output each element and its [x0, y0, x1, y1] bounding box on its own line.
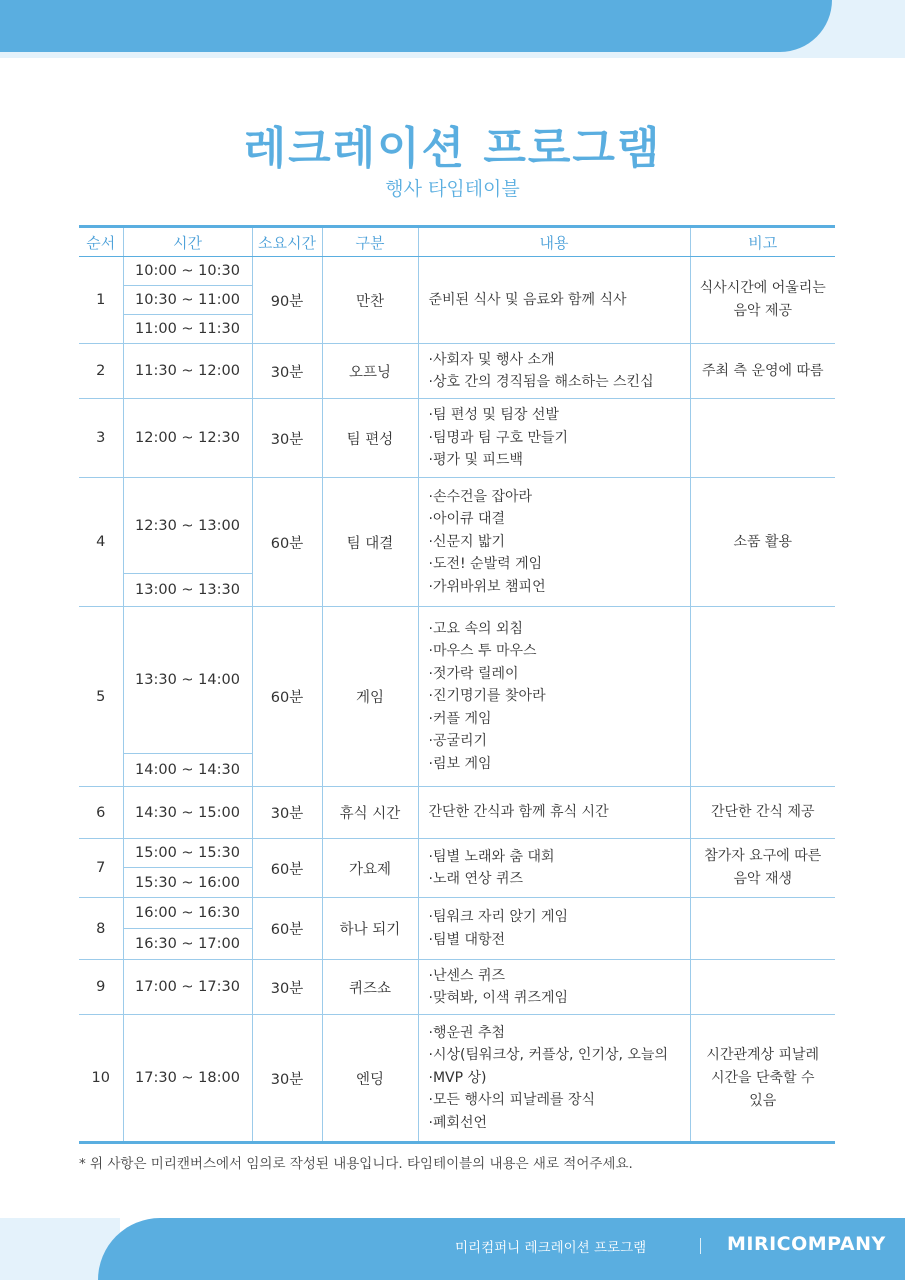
- table-row: [79, 607, 835, 754]
- cell-time: 10:30 ~ 11:00: [123, 286, 252, 315]
- note-line: 시간관계상 피날레: [706, 1046, 820, 1063]
- content-line: 준비된 식사 및 음료와 함께 식사: [428, 291, 627, 308]
- content-line: ·모든 행사의 피날레를 장식: [428, 1092, 596, 1109]
- content-line: ·도전! 순발력 게임: [428, 556, 543, 573]
- cell-time: 11:30 ~ 12:00: [123, 344, 252, 399]
- timetable: [79, 225, 835, 1144]
- cell-order: 5: [79, 607, 123, 787]
- cell-time: 13:30 ~ 14:00: [123, 607, 252, 754]
- cell-category: 하나 되기: [322, 898, 418, 960]
- cell-note: [690, 898, 835, 960]
- header-category: 구분: [322, 227, 418, 257]
- cell-content: [418, 344, 690, 399]
- content-line: ·팀명과 팀 구호 만들기: [428, 429, 569, 446]
- note-line: 참가자 요구에 따른: [704, 848, 822, 864]
- cell-note: [690, 839, 835, 898]
- timetable-body: [79, 257, 835, 1143]
- content-line: ·노래 연상 퀴즈: [428, 871, 523, 887]
- cell-time: 17:30 ~ 18:00: [123, 1015, 252, 1143]
- content-line: ·마우스 투 마우스: [428, 643, 537, 660]
- cell-order: 8: [79, 898, 123, 960]
- note-line: 식사시간에 어울리는: [699, 280, 826, 296]
- content-line: ·팀별 대항전: [428, 931, 506, 948]
- cell-note: [690, 607, 835, 787]
- cell-content: [418, 787, 690, 839]
- cell-order: 1: [79, 257, 123, 344]
- cell-content: [418, 960, 690, 1015]
- content-line: ·난센스 퀴즈: [428, 967, 506, 984]
- cell-content: [418, 1015, 690, 1143]
- cell-time: 11:00 ~ 11:30: [123, 315, 252, 344]
- header-duration: 소요시간: [252, 227, 322, 257]
- content-line: ·신문지 밟기: [428, 533, 506, 550]
- top-decorative-bar: [0, 0, 832, 52]
- table-row: [79, 257, 835, 286]
- cell-order: 2: [79, 344, 123, 399]
- cell-duration: 30분: [252, 399, 322, 478]
- timetable-header-row: [79, 227, 835, 257]
- cell-time: 12:00 ~ 12:30: [123, 399, 252, 478]
- cell-time: 16:00 ~ 16:30: [123, 898, 252, 929]
- cell-content: [418, 478, 690, 607]
- table-row: [79, 399, 835, 478]
- cell-time: 17:00 ~ 17:30: [123, 960, 252, 1015]
- cell-duration: 60분: [252, 607, 322, 787]
- cell-time: 12:30 ~ 13:00: [123, 478, 252, 574]
- content-line: 간단한 간식과 함께 휴식 시간: [428, 804, 609, 821]
- content-line: ·맞혀봐, 이색 퀴즈게임: [428, 990, 569, 1006]
- cell-category: 만찬: [322, 257, 418, 344]
- note-line: 음악 제공: [733, 303, 793, 319]
- cell-duration: 60분: [252, 478, 322, 607]
- table-row: [79, 1015, 835, 1143]
- note-line: 음악 재생: [733, 871, 793, 887]
- cell-category: 오프닝: [322, 344, 418, 399]
- content-line: ·커플 게임: [428, 710, 492, 727]
- cell-order: 3: [79, 399, 123, 478]
- note-line: 시간을 단축할 수: [710, 1069, 815, 1086]
- content-line: ·아이큐 대결: [428, 511, 506, 528]
- content-line: ·팀워크 자리 앉기 게임: [428, 909, 569, 925]
- content-line: ·상호 간의 경직됨을 해소하는 스킨십: [428, 374, 654, 390]
- content-line: ·사회자 및 행사 소개: [428, 351, 555, 368]
- note-line: 있음: [749, 1092, 777, 1109]
- cell-order: 7: [79, 839, 123, 898]
- cell-time: 10:00 ~ 10:30: [123, 257, 252, 286]
- cell-duration: 30분: [252, 1015, 322, 1143]
- header-order: 순서: [79, 227, 123, 257]
- cell-duration: 90분: [252, 257, 322, 344]
- footer-text: 미리컴퍼니 레크레이션 프로그램: [455, 1240, 647, 1256]
- content-line: ·시상(팀워크상, 커플상, 인기상, 오늘의: [428, 1047, 668, 1064]
- cell-note: [690, 399, 835, 478]
- table-row: [79, 787, 835, 839]
- page-title: 레크레이션 프로그램: [243, 123, 662, 174]
- cell-note: [690, 257, 835, 344]
- header-note: 비고: [690, 227, 835, 257]
- cell-time: 13:00 ~ 13:30: [123, 574, 252, 607]
- content-line: ·진기명기를 찾아라: [428, 688, 546, 705]
- table-row: [79, 960, 835, 1015]
- cell-note: [690, 1015, 835, 1143]
- content-line: ·가위바위보 챔피언: [428, 578, 546, 595]
- cell-order: 10: [79, 1015, 123, 1143]
- cell-category: 퀴즈쇼: [322, 960, 418, 1015]
- cell-duration: 30분: [252, 787, 322, 839]
- header-time: 시간: [123, 227, 252, 257]
- content-line: ·팀별 노래와 춤 대회: [428, 848, 555, 865]
- cell-content: [418, 257, 690, 344]
- header-content: 내용: [418, 227, 690, 257]
- cell-category: 게임: [322, 607, 418, 787]
- footnote: * 위 사항은 미리캔버스에서 임의로 작성된 내용입니다. 타임테이블의 내용은 새로 적어주세요.: [79, 1156, 633, 1172]
- table-row: [79, 898, 835, 929]
- content-line: ·MVP 상): [428, 1069, 487, 1086]
- cell-time: 14:30 ~ 15:00: [123, 787, 252, 839]
- cell-time: 14:00 ~ 14:30: [123, 754, 252, 787]
- cell-category: 엔딩: [322, 1015, 418, 1143]
- cell-category: 가요제: [322, 839, 418, 898]
- cell-category: 휴식 시간: [322, 787, 418, 839]
- content-line: ·고요 속의 외침: [428, 620, 523, 637]
- content-line: ·손수건을 잡아라: [428, 488, 533, 505]
- cell-duration: 60분: [252, 839, 322, 898]
- cell-note: [690, 478, 835, 607]
- cell-order: 9: [79, 960, 123, 1015]
- content-line: ·공굴리기: [428, 733, 488, 750]
- footer-separator: [700, 1238, 701, 1254]
- cell-content: [418, 399, 690, 478]
- cell-note: [690, 960, 835, 1015]
- content-line: ·평가 및 피드백: [428, 452, 523, 469]
- cell-order: 4: [79, 478, 123, 607]
- content-line: ·행운권 추첨: [428, 1024, 506, 1041]
- content-line: ·림보 게임: [428, 755, 492, 772]
- cell-time: 15:00 ~ 15:30: [123, 839, 252, 868]
- cell-note: [690, 787, 835, 839]
- note-line: 주최 측 운영에 따름: [701, 362, 824, 379]
- footer-brand: MIRICOMPANY: [727, 1233, 886, 1255]
- cell-content: [418, 839, 690, 898]
- cell-content: [418, 607, 690, 787]
- cell-category: 팀 편성: [322, 399, 418, 478]
- note-line: 소품 활용: [733, 533, 793, 550]
- table-row: [79, 839, 835, 868]
- cell-note: [690, 344, 835, 399]
- content-line: ·팀 편성 및 팀장 선발: [428, 407, 559, 424]
- table-row: [79, 478, 835, 574]
- table-row: [79, 344, 835, 399]
- cell-duration: 60분: [252, 898, 322, 960]
- cell-duration: 30분: [252, 344, 322, 399]
- cell-category: 팀 대결: [322, 478, 418, 607]
- cell-order: 6: [79, 787, 123, 839]
- cell-content: [418, 898, 690, 960]
- cell-time: 15:30 ~ 16:00: [123, 868, 252, 898]
- cell-duration: 30분: [252, 960, 322, 1015]
- page-subtitle: 행사 타임테이블: [385, 178, 520, 200]
- content-line: ·젓가락 릴레이: [428, 665, 519, 682]
- content-line: ·폐회선언: [428, 1114, 488, 1131]
- note-line: 간단한 간식 제공: [710, 804, 815, 820]
- cell-time: 16:30 ~ 17:00: [123, 929, 252, 960]
